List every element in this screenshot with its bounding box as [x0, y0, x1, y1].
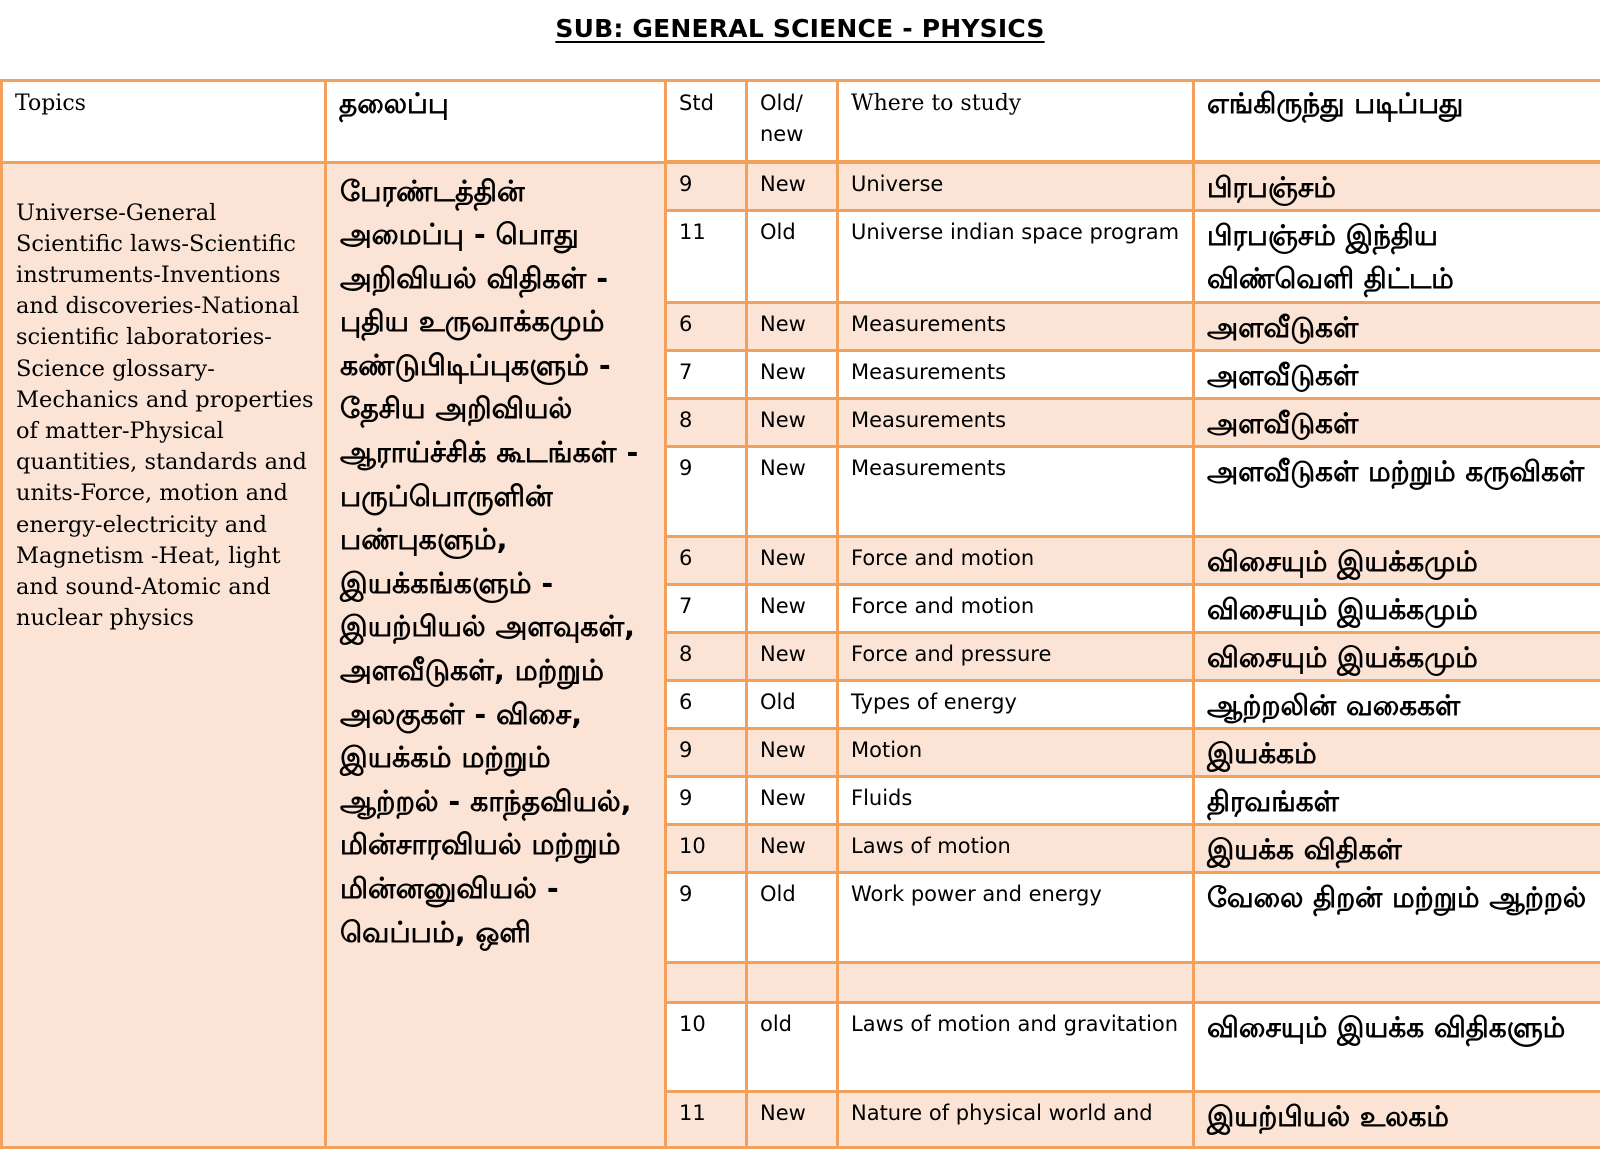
old-new-cell: [747, 963, 838, 1003]
where-cell: Laws of motion: [838, 825, 1194, 873]
std-cell: 8: [666, 633, 747, 681]
where-cell: Work power and energy: [838, 873, 1194, 963]
std-cell: 10: [666, 1003, 747, 1092]
page-title: SUB: GENERAL SCIENCE - PHYSICS: [0, 14, 1600, 43]
table-row: [2, 162, 1600, 211]
where-cell: Force and motion: [838, 537, 1194, 585]
where-cell: Nature of physical world and: [838, 1092, 1194, 1148]
where-cell: Universe: [838, 162, 1194, 211]
std-cell: 7: [666, 351, 747, 399]
old-new-cell: Old: [747, 873, 838, 963]
old-new-cell: New: [747, 729, 838, 777]
where-tamil-cell: திரவங்கள்: [1194, 777, 1600, 825]
old-new-cell: New: [747, 777, 838, 825]
where-cell: Measurements: [838, 303, 1194, 351]
old-new-cell: New: [747, 351, 838, 399]
old-new-cell: New: [747, 447, 838, 537]
old-new-cell: Old: [747, 681, 838, 729]
std-cell: 8: [666, 399, 747, 447]
where-tamil-cell: ஆற்றலின் வகைகள்: [1194, 681, 1600, 729]
where-cell: Measurements: [838, 351, 1194, 399]
where-tamil-cell: இயக்கம்: [1194, 729, 1600, 777]
old-new-cell: New: [747, 825, 838, 873]
old-new-cell: New: [747, 303, 838, 351]
where-tamil-cell: விசையும் இயக்க விதிகளும்: [1194, 1003, 1600, 1092]
where-tamil-cell: அளவீடுகள் மற்றும் கருவிகள்: [1194, 447, 1600, 537]
where-tamil-cell: விசையும் இயக்கமும்: [1194, 585, 1600, 633]
std-cell: 9: [666, 162, 747, 211]
where-cell: Laws of motion and gravitation: [838, 1003, 1194, 1092]
where-cell: Types of energy: [838, 681, 1194, 729]
where-tamil-cell: வேலை திறன் மற்றும் ஆற்றல்: [1194, 873, 1600, 963]
old-new-cell: New: [747, 585, 838, 633]
header-where-to-study-tamil: எங்கிருந்து படிப்பது: [1194, 81, 1600, 163]
old-new-cell: New: [747, 399, 838, 447]
std-cell: 6: [666, 537, 747, 585]
where-tamil-cell: அளவீடுகள்: [1194, 399, 1600, 447]
std-cell: 9: [666, 447, 747, 537]
std-cell: 6: [666, 303, 747, 351]
header-topics: Topics: [2, 81, 326, 163]
std-cell: 9: [666, 729, 747, 777]
where-cell: Force and motion: [838, 585, 1194, 633]
header-std: Std: [666, 81, 747, 163]
std-cell: 7: [666, 585, 747, 633]
header-where-to-study: Where to study: [838, 81, 1194, 163]
old-new-cell: old: [747, 1003, 838, 1092]
where-cell: Force and pressure: [838, 633, 1194, 681]
where-tamil-cell: இயக்க விதிகள்: [1194, 825, 1600, 873]
where-cell: Measurements: [838, 447, 1194, 537]
header-old-new: Old/ new: [747, 81, 838, 163]
where-tamil-cell: பிரபஞ்சம் இந்திய விண்வெளி திட்டம்: [1194, 211, 1600, 303]
where-tamil-cell: அளவீடுகள்: [1194, 351, 1600, 399]
std-cell: 11: [666, 1092, 747, 1148]
where-tamil-cell: இயற்பியல் உலகம்: [1194, 1092, 1600, 1148]
where-tamil-cell: பிரபஞ்சம்: [1194, 162, 1600, 211]
where-cell: Measurements: [838, 399, 1194, 447]
old-new-cell: New: [747, 162, 838, 211]
std-cell: 9: [666, 873, 747, 963]
std-cell: [666, 963, 747, 1003]
where-tamil-cell: அளவீடுகள்: [1194, 303, 1600, 351]
where-tamil-cell: விசையும் இயக்கமும்: [1194, 633, 1600, 681]
syllabus-table: [0, 79, 1600, 1149]
where-tamil-cell: [1194, 963, 1600, 1003]
old-new-cell: New: [747, 633, 838, 681]
old-new-cell: New: [747, 1092, 838, 1148]
where-cell: Fluids: [838, 777, 1194, 825]
std-cell: 6: [666, 681, 747, 729]
header-topics-tamil: தலைப்பு: [326, 81, 666, 163]
std-cell: 11: [666, 211, 747, 303]
topics-english: Universe-General Scientific laws-Scientific instruments-Inventions and discoveries-National scientific laboratories-Science glossary-Mechanics and properties of matter-Physical quantities, standards and units-Force, motion and energy-electricity and Magnetism -Heat, light and sound-Atomic and nuclear physics: [2, 162, 326, 1148]
topics-tamil: பேரண்டத்தின் அமைப்பு - பொது அறிவியல் விதிகள் - புதிய உருவாக்கமும் கண்டுபிடிப்புகளும் - தேசிய அறிவியல் ஆராய்ச்சிக் கூடங்கள் - பருப்பொருளின் பண்புகளும், இயக்கங்களும் - இயற்பியல் அளவுகள், அளவீடுகள், மற்றும் அலகுகள் - விசை, இயக்கம் மற்றும் ஆற்றல் - காந்தவியல், மின்சாரவியல் மற்றும் மின்னனுவியல் - வெப்பம், ஒளி: [326, 162, 666, 1148]
std-cell: 9: [666, 777, 747, 825]
std-cell: 10: [666, 825, 747, 873]
old-new-cell: New: [747, 537, 838, 585]
header-row: [2, 81, 1600, 163]
where-tamil-cell: விசையும் இயக்கமும்: [1194, 537, 1600, 585]
old-new-cell: Old: [747, 211, 838, 303]
where-cell: Universe indian space program: [838, 211, 1194, 303]
where-cell: [838, 963, 1194, 1003]
where-cell: Motion: [838, 729, 1194, 777]
